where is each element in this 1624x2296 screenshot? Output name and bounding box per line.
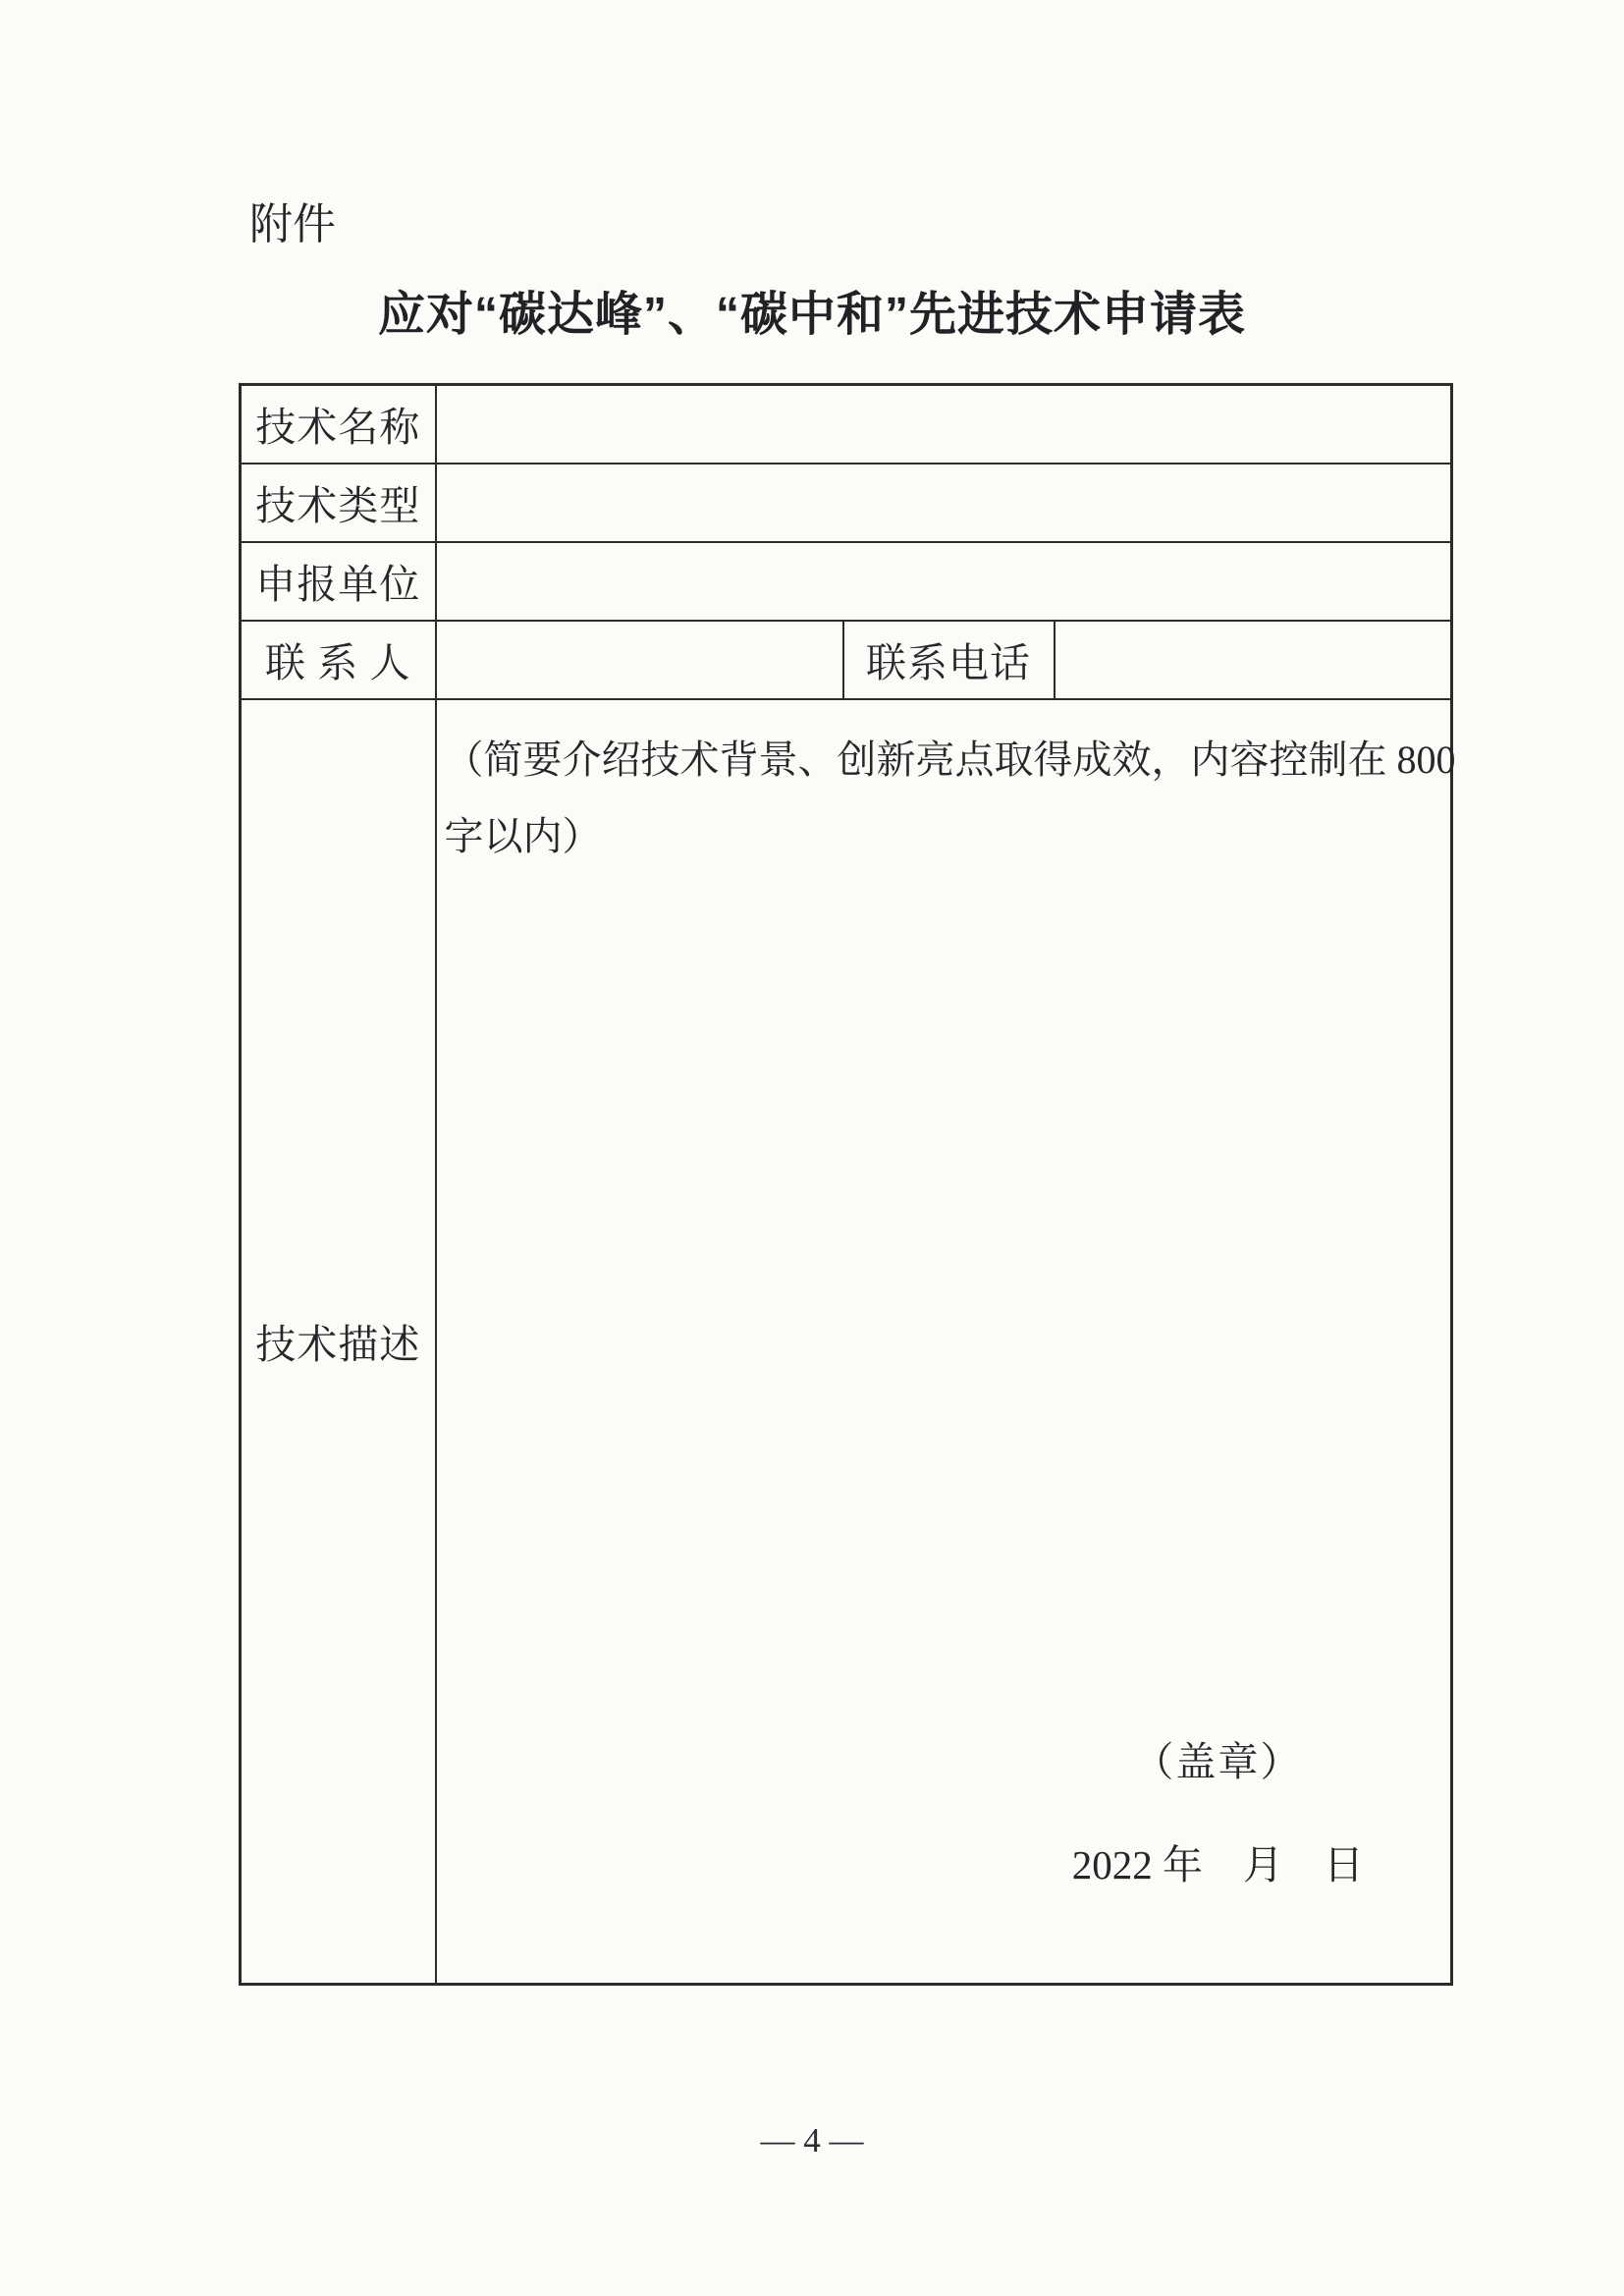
tech-description-label: 技术描述 [241, 699, 436, 1985]
tech-name-value-cell [436, 385, 1452, 464]
contact-person-value-cell [436, 621, 843, 699]
date-line: 2022 年 月 日 [1071, 1841, 1365, 1887]
page-number: — 4 — [760, 2121, 864, 2159]
table-row-tech-name [241, 385, 1452, 464]
table-row-tech-description [241, 699, 1452, 1985]
table-row-contact [241, 621, 1452, 699]
contact-phone-value-cell [1055, 621, 1452, 699]
application-form-table [239, 383, 1456, 1986]
applicant-unit-label: 申报单位 [241, 542, 436, 621]
tech-description-value-cell [436, 699, 1456, 1985]
tech-description-content [437, 700, 1456, 1983]
tech-name-label: 技术名称 [241, 385, 436, 464]
signature-block [1072, 1729, 1364, 1983]
applicant-unit-value-cell [436, 542, 1452, 621]
table-row-applicant-unit [241, 542, 1452, 621]
table-row-tech-type [241, 464, 1452, 542]
tech-type-label: 技术类型 [241, 464, 436, 542]
tech-type-value-cell [436, 464, 1452, 542]
description-placeholder [437, 700, 1456, 875]
description-placeholder-line1: （简要介绍技术背景、创新亮点取得成效，内容控制在 800 [444, 737, 1456, 782]
attachment-label: 附件 [249, 200, 336, 248]
seal-placeholder: （盖章） [1133, 1738, 1303, 1784]
contact-phone-label: 联系电话 [843, 621, 1055, 699]
description-placeholder-line2: 字以内） [444, 813, 602, 858]
contact-person-label: 联 系 人 [241, 621, 436, 699]
page-title: 应对“碳达峰”、“碳中和”先进技术申请表 [377, 289, 1246, 341]
